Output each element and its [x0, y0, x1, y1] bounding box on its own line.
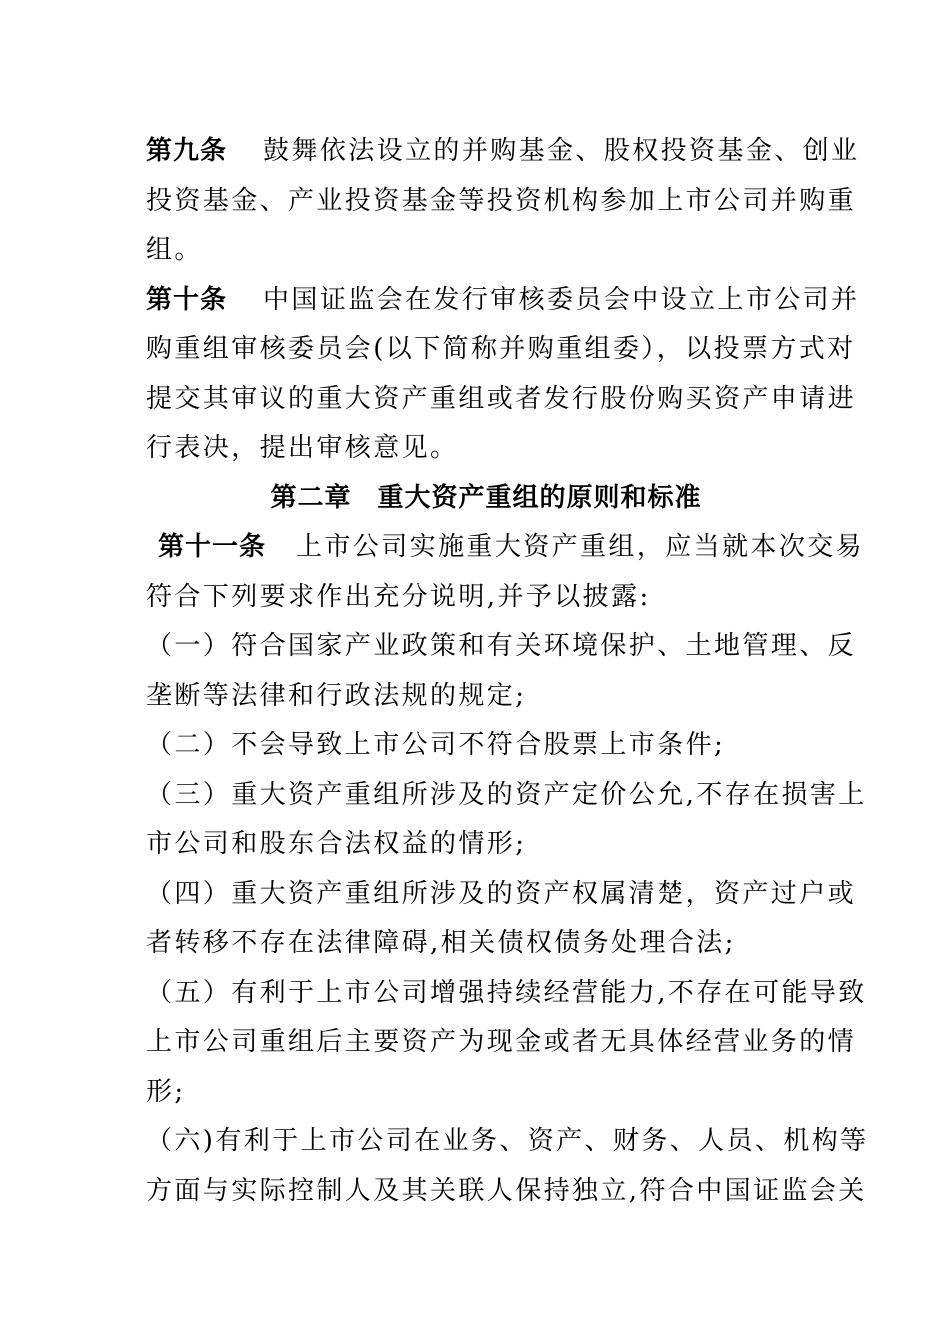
article-10-line-2: 购重组审核委员会(以下简称并购重组委），以投票方式对	[146, 334, 856, 364]
item-3-line-2: 市公司和股东合法权益的情形;	[146, 829, 527, 859]
article-10-text: 中国证监会在发行审核委员会中设立上市公司并	[263, 284, 860, 315]
article-9-text: 鼓舞依法设立的并购基金、股权投资基金、创业	[263, 136, 860, 166]
chapter-title: 重大资产重组的原则和标准	[377, 482, 702, 513]
article-9-line-1	[146, 127, 860, 177]
article-11-heading: 第十一条	[158, 532, 267, 562]
item-3-line-1: （三）重大资产重组所涉及的资产定价公允,不存在损害上	[146, 779, 867, 810]
article-9-line-3: 组。	[146, 235, 203, 265]
item-6-line-1: （六)有利于上市公司在业务、资产、财务、人员、机构等	[146, 1126, 869, 1156]
chapter-heading	[146, 474, 806, 524]
item-1-line-2: 垄断等法律和行政法规的规定;	[146, 680, 527, 711]
item-5-line-1: （五）有利于上市公司增强持续经营能力,不存在可能导致	[146, 977, 867, 1008]
article-11-text: 上市公司实施重大资产重组，应当就本次交易	[296, 532, 865, 562]
article-10-line-1	[146, 276, 860, 326]
document-page	[146, 127, 869, 1216]
item-4-line-1: （四）重大资产重组所涉及的资产权属清楚，资产过户或	[146, 878, 857, 909]
item-1-line-1: （一）符合国家产业政策和有关环境保护、土地管理、反	[146, 631, 857, 661]
article-10-heading: 第十条	[146, 284, 228, 315]
article-11-line-2: 符合下列要求作出充分说明,并予以披露:	[146, 581, 651, 612]
article-9-line-2: 投资基金、产业投资基金等投资机构参加上市公司并购重	[146, 185, 857, 216]
item-2-line-1: （二）不会导致上市公司不符合股票上市条件;	[146, 730, 726, 760]
article-11-line-1	[146, 523, 865, 573]
item-6-line-2: 方面与实际控制人及其关联人保持独立,符合中国证监会关	[146, 1175, 867, 1206]
item-4-line-2: 者转移不存在法律障碍,相关债权债务处理合法;	[146, 928, 736, 958]
article-10-line-4: 行表决，提出审核意见。	[146, 433, 459, 463]
chapter-number: 第二章	[270, 482, 352, 513]
item-5-line-2: 上市公司重组后主要资产为现金或者无具体经营业务的情	[146, 1027, 857, 1057]
article-10-line-3: 提交其审议的重大资产重组或者发行股份购买资产申请进	[146, 383, 857, 414]
article-9-heading: 第九条	[146, 136, 228, 166]
item-5-line-3: 形;	[146, 1076, 186, 1107]
